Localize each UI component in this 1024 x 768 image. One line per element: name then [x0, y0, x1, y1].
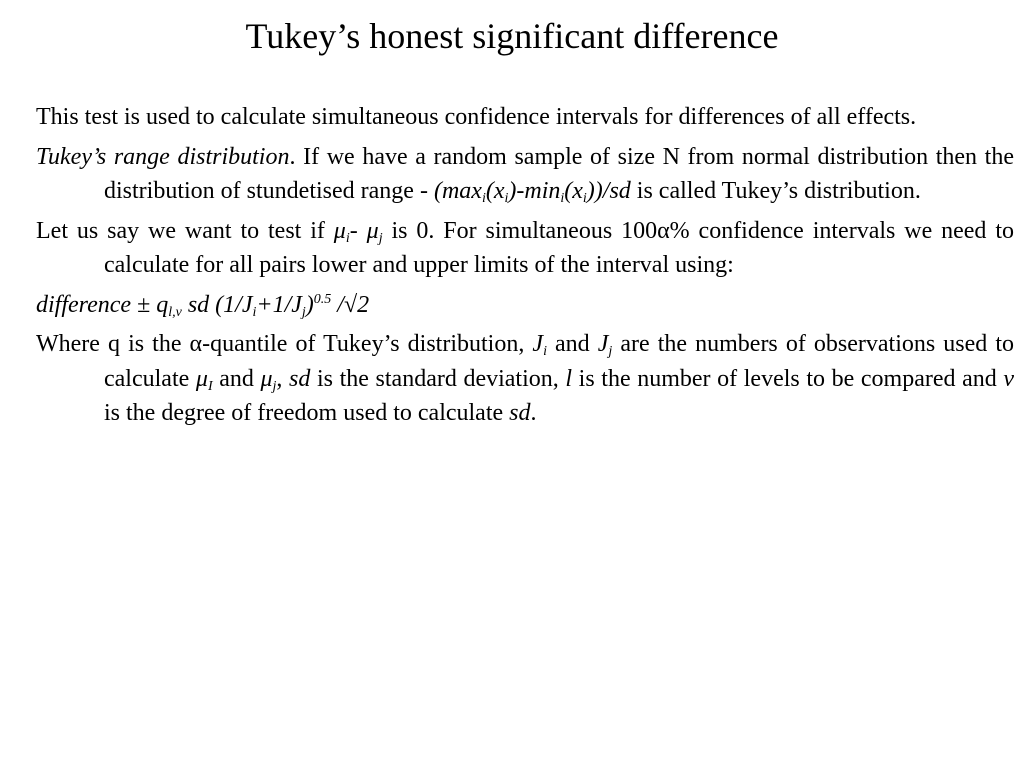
- symbol-sub: I: [207, 378, 213, 394]
- definitions-and: and: [212, 365, 261, 392]
- paragraph-range-distribution: [36, 140, 1014, 209]
- symbol-sub: i: [543, 344, 547, 359]
- definitions-text-5: is the degree of freedom used to calculate: [104, 400, 510, 426]
- symbol-mu: μ: [260, 365, 273, 392]
- formula-difference: difference: [36, 291, 132, 318]
- range-text-2: is called Tukey’s distribution.: [630, 178, 921, 204]
- formula-sub: i: [481, 191, 486, 206]
- formula-sub: i: [252, 304, 257, 320]
- symbol-sd: sd: [509, 400, 531, 426]
- hypothesis-dash: -: [349, 217, 367, 244]
- definitions-period: .: [530, 400, 537, 426]
- definitions-text-3: is the standard deviation,: [310, 365, 566, 392]
- hypothesis-text-1: Let us say we want to test if: [36, 217, 334, 244]
- formula-q: q: [156, 291, 169, 318]
- formula-exponent: 0.5: [313, 291, 332, 307]
- symbol-mu: μ: [366, 217, 379, 244]
- definitions-text-2: are the numbers of observations used to calculate: [104, 331, 1015, 392]
- symbol-nu: ν: [1003, 365, 1015, 392]
- symbol-sd: sd: [289, 365, 311, 392]
- formula-x: (x: [485, 178, 505, 204]
- studentized-range-formula: [434, 178, 631, 204]
- formula-min: )-min: [508, 178, 561, 204]
- paragraph-formula: [36, 288, 1014, 323]
- formula-sub: i: [582, 191, 587, 206]
- formula-x: (x: [564, 178, 583, 204]
- symbol-sub: j: [608, 344, 613, 359]
- symbol-mu: μ: [195, 365, 208, 392]
- formula-close: ): [305, 291, 314, 318]
- formula-end: ))/sd: [586, 178, 631, 204]
- symbol-J: J: [532, 331, 544, 357]
- hypothesis-text-2: is 0. For simultaneous 100α% confidence intervals we need to calculate for all pairs lower and upper limits of the interval using:: [104, 217, 1015, 278]
- formula-max: (max: [433, 178, 482, 204]
- symbol-l: l: [565, 365, 573, 392]
- intro-text: This test is used to calculate simultaneous confidence intervals for differences of all effects.: [36, 104, 917, 130]
- formula-q-sub: l,ν: [168, 304, 182, 320]
- formula-sub: j: [301, 304, 306, 320]
- paragraph-hypothesis: [36, 214, 1014, 283]
- definitions-text-4: is the number of levels to be compared and: [572, 365, 1004, 392]
- slide-body: [36, 100, 1014, 436]
- definitions-and: and: [546, 331, 598, 357]
- formula-plus: +1/J: [256, 291, 302, 318]
- symbol-mu: μ: [333, 217, 346, 244]
- range-text-1: . If we have a random sample of size N from normal distribution then the distribution of stundetised range -: [104, 143, 1014, 204]
- symbol-sub: j: [378, 230, 383, 246]
- paragraph-intro: [36, 100, 1014, 135]
- symbol-sub: i: [345, 230, 350, 246]
- formula-sub: i: [504, 191, 509, 206]
- term-tukey-range-distribution: Tukey’s range distribution: [36, 143, 290, 170]
- definitions-comma: ,: [276, 365, 290, 392]
- paragraph-definitions: [36, 327, 1014, 431]
- formula-sub: i: [560, 191, 565, 206]
- formula-plus-minus: ±: [131, 291, 157, 318]
- symbol-sub: j: [272, 378, 277, 394]
- formula-sd: sd (1/J: [181, 291, 253, 318]
- symbol-J: J: [597, 331, 609, 357]
- slide-title: Tukey’s honest significant difference: [245, 16, 779, 56]
- formula-root: /√2: [331, 291, 370, 318]
- definitions-text-1: Where q is the α-quantile of Tukey’s distribution,: [36, 331, 533, 357]
